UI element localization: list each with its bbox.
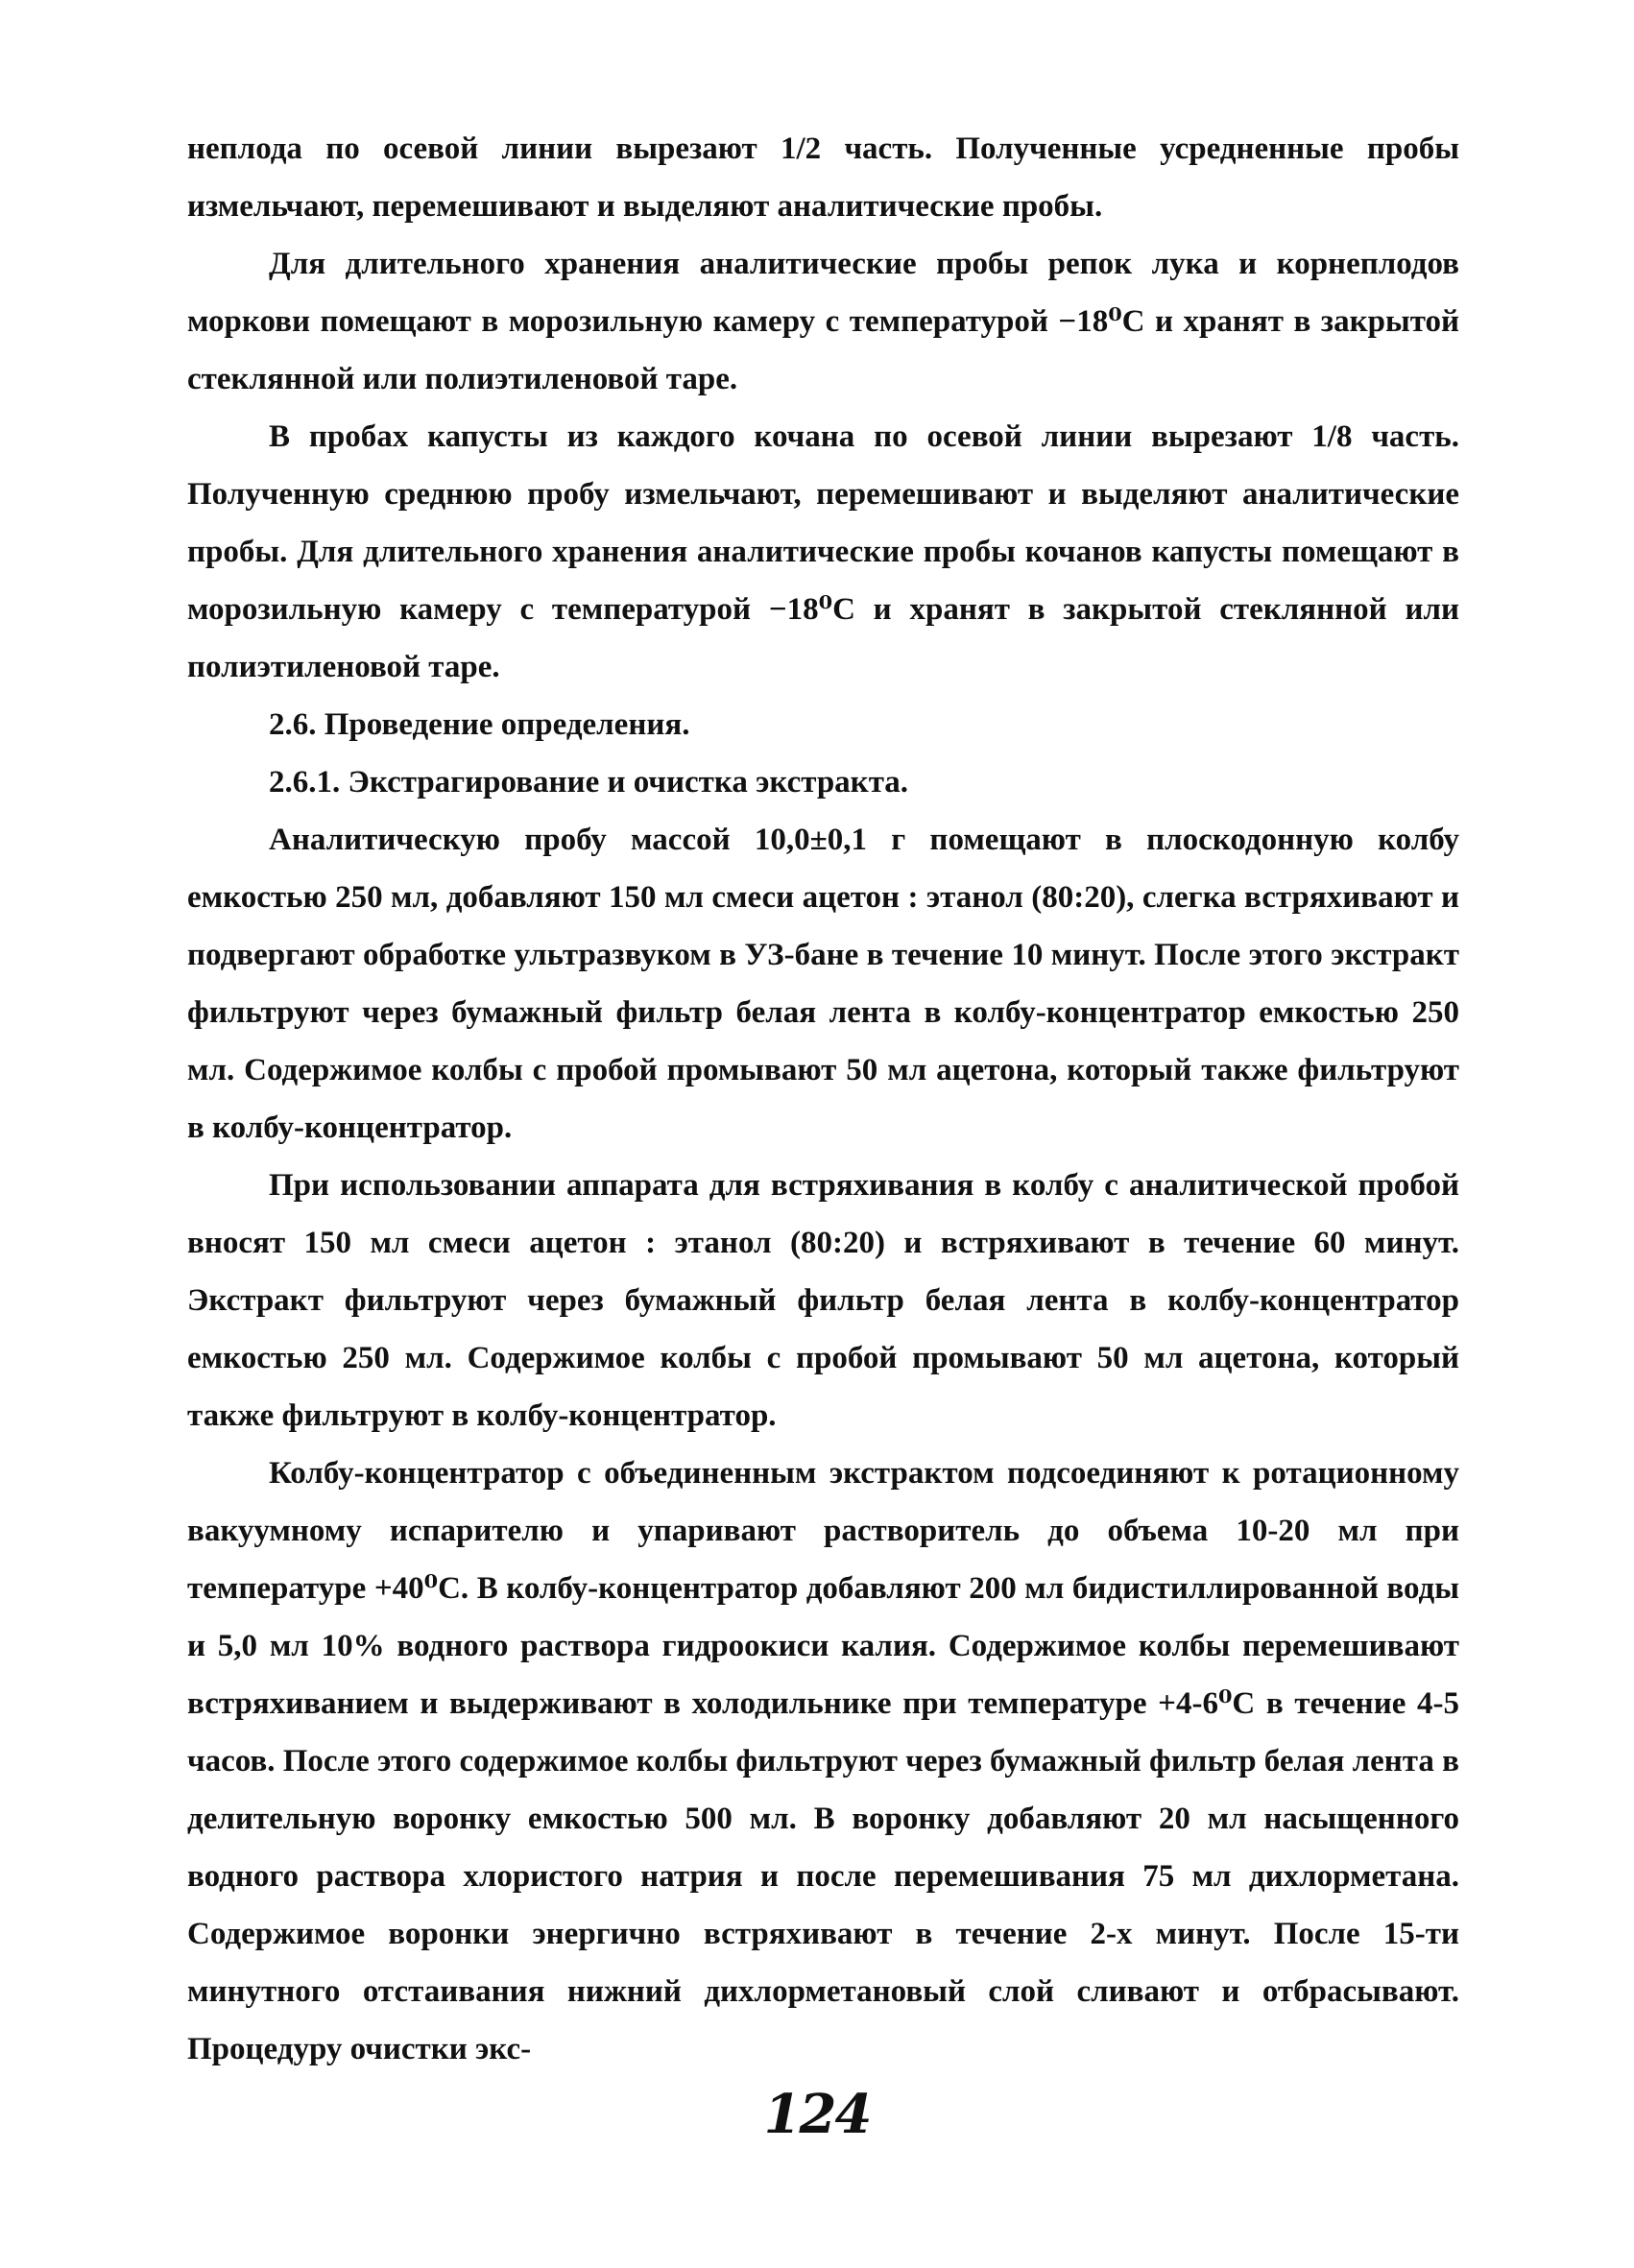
section-heading-2-6-1: 2.6.1. Экстрагирование и очистка экстракта. xyxy=(269,765,909,800)
paragraph-storage-onion-carrot: Для длительного хранения аналитические пробы репок лука и корнеплодов моркови помещают в морозильную камеру с температурой −18⁰С и хранят в закрытой стеклянной или полиэтиленовой таре. xyxy=(187,247,1459,396)
paragraph-extraction-shaker: При использовании аппарата для встряхивания в колбу с аналитической пробой вносят 150 мл смеси ацетон : этанол (80:20) и встряхивают в течение 60 минут. Экстракт фильтруют через бумажный фильтр белая лента в колбу-концентратор емкостью 250 мл. Содержимое колбы с пробой промывают 50 мл ацетона, который также фильтруют в колбу-концентратор. xyxy=(187,1168,1459,1433)
paragraph-extraction-ultrasound: Аналитическую пробу массой 10,0±0,1 г помещают в плоскодонную колбу емкостью 250 мл, добавляют 150 мл смеси ацетон : этанол (80:20), слегка встряхивают и подвергают обработке ультразвуком в УЗ-бане в течение 10 минут. После этого экстракт фильтруют через бумажный фильтр белая лента в колбу-концентратор емкостью 250 мл. Содержимое колбы с пробой промывают 50 мл ацетона, который также фильтруют в колбу-концентратор. xyxy=(187,823,1459,1145)
paragraph-concentration-cleanup: Колбу-концентратор с объединенным экстрактом подсоединяют к ротационному вакуумному испарителю и упаривают растворитель до объема 10-20 мл при температуре +40⁰С. В колбу-концентратор добавляют 200 мл бидистиллированной воды и 5,0 мл 10% водного раствора гидроокиси калия. Содержимое колбы перемешивают встряхиванием и выдерживают в холодильнике при температуре +4-6⁰С в течение 4-5 часов. После этого содержимое колбы фильтруют через бумажный фильтр белая лента в делительную воронку емкостью 500 мл. В воронку добавляют 20 мл насыщенного водного раствора хлористого натрия и после перемешивания 75 мл дихлорметана. Содержимое воронки энергично встряхивают в течение 2-х минут. После 15-ти минутного отстаивания нижний дихлорметановый слой сливают и отбрасывают. Процедуру очистки экс- xyxy=(187,1456,1459,2066)
paragraph-cabbage-samples: В пробах капусты из каждого кочана по осевой линии вырезают 1/8 часть. Полученную среднюю пробу измельчают, перемешивают и выделяют аналитические пробы. Для длительного хранения аналитические пробы кочанов капусты помещают в морозильную камеру с температурой −18⁰С и хранят в закрытой стеклянной или полиэтиленовой таре. xyxy=(187,419,1459,684)
document-body xyxy=(187,120,1459,2078)
section-heading-2-6: 2.6. Проведение определения. xyxy=(269,707,690,742)
paragraph-continuation: неплода по осевой линии вырезают 1/2 часть. Полученные усредненные пробы измельчают, перемешивают и выделяют аналитические пробы. xyxy=(187,131,1459,224)
page-number: 124 xyxy=(763,2083,871,2146)
